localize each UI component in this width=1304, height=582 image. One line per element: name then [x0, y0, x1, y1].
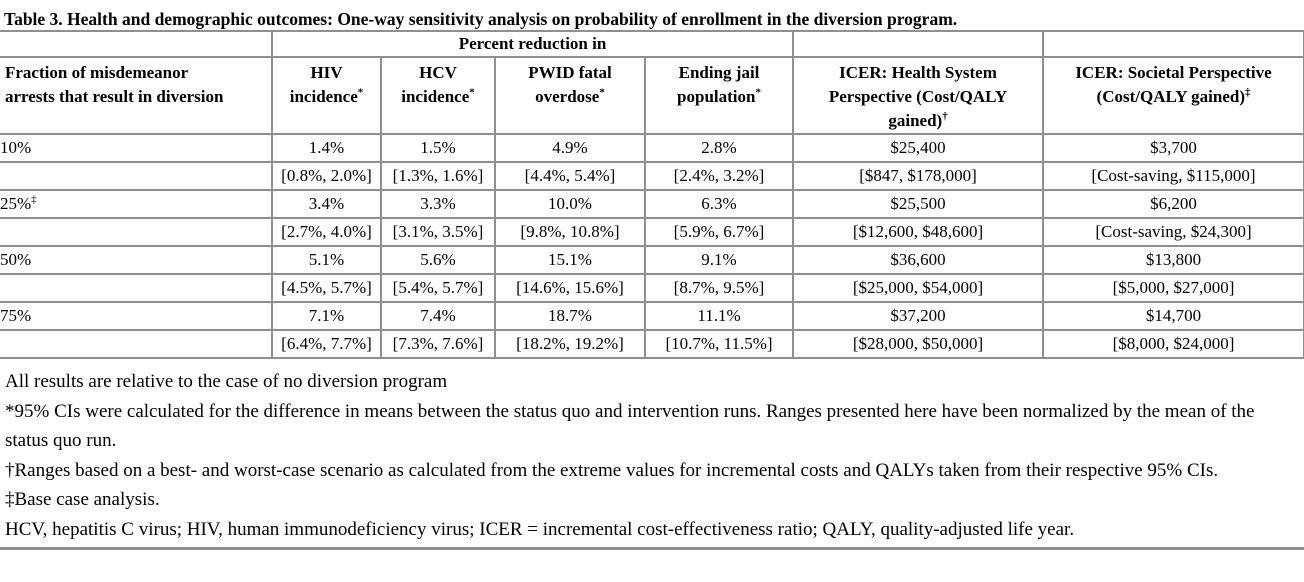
- ci-cell: [1.3%, 1.6%]: [381, 162, 495, 190]
- ci-cell: [$25,000, $54,000]: [793, 274, 1043, 302]
- empty-cell: [0, 31, 272, 57]
- footnote-dagger: †Ranges based on a best- and worst-case scenario as calculated from the extreme values for incremental costs and QALYs taken from their respective 95% CIs.: [5, 459, 1219, 481]
- column-header-pwid-fatal-overdose: PWID fatal overdose*: [495, 57, 645, 134]
- header-footnote-mark: ‡: [1244, 86, 1251, 99]
- ci-cell: [5.4%, 5.7%]: [381, 274, 495, 302]
- ci-cell: [18.2%, 19.2%]: [495, 330, 645, 358]
- footnote-asterisk: *95% CIs were calculated for the difference in means between the status quo and intervention runs. Ranges presented here have been normalized by the mean of the status quo run.: [5, 400, 1255, 451]
- empty-cell: [1043, 31, 1304, 57]
- value-cell: 6.3%: [645, 190, 793, 218]
- table-body: [0, 134, 1304, 358]
- column-header-hiv-incidence: HIV incidence*: [272, 57, 381, 134]
- group-header-row: [0, 31, 1304, 57]
- ci-cell: [2.7%, 4.0%]: [272, 218, 381, 246]
- ci-cell: [$847, $178,000]: [793, 162, 1043, 190]
- empty-cell: [0, 274, 272, 302]
- value-cell: $25,500: [793, 190, 1043, 218]
- value-cell: $14,700: [1043, 302, 1304, 330]
- value-cell: 11.1%: [645, 302, 793, 330]
- ci-cell: [4.5%, 5.7%]: [272, 274, 381, 302]
- table-caption: Table 3. Health and demographic outcomes: One-way sensitivity analysis on probability of enrollment in the diversion program.: [4, 9, 958, 29]
- footnote-general: All results are relative to the case of no diversion program: [5, 371, 448, 392]
- empty-cell: [793, 31, 1043, 57]
- header-footnote-mark: *: [469, 86, 475, 99]
- ci-cell: [0.8%, 2.0%]: [272, 162, 381, 190]
- value-cell: 10.0%: [495, 190, 645, 218]
- header-footnote-mark: *: [755, 86, 761, 99]
- table-row-values: [0, 190, 1304, 218]
- value-cell: $36,600: [793, 246, 1043, 274]
- header-footnote-mark: †: [942, 110, 948, 123]
- empty-cell: [0, 162, 272, 190]
- value-cell: 1.4%: [272, 134, 381, 162]
- ci-cell: [3.1%, 3.5%]: [381, 218, 495, 246]
- fraction-cell: 10%: [0, 134, 272, 162]
- base-case-mark: ‡: [31, 193, 37, 206]
- value-cell: 2.8%: [645, 134, 793, 162]
- value-cell: 5.1%: [272, 246, 381, 274]
- empty-cell: [0, 218, 272, 246]
- value-cell: $37,200: [793, 302, 1043, 330]
- ci-cell: [6.4%, 7.7%]: [272, 330, 381, 358]
- value-cell: 3.3%: [381, 190, 495, 218]
- table-header: [0, 31, 1304, 134]
- fraction-cell: 75%: [0, 302, 272, 330]
- ci-cell: [$28,000, $50,000]: [793, 330, 1043, 358]
- value-cell: $25,400: [793, 134, 1043, 162]
- ci-cell: [2.4%, 3.2%]: [645, 162, 793, 190]
- value-cell: $3,700: [1043, 134, 1304, 162]
- ci-cell: [5.9%, 6.7%]: [645, 218, 793, 246]
- footnote-double-dagger: ‡Base case analysis.: [5, 489, 160, 510]
- value-cell: 9.1%: [645, 246, 793, 274]
- empty-cell: [0, 330, 272, 358]
- column-header-hcv-incidence: HCV incidence*: [381, 57, 495, 134]
- ci-cell: [$8,000, $24,000]: [1043, 330, 1304, 358]
- ci-cell: [8.7%, 9.5%]: [645, 274, 793, 302]
- table-row-values: [0, 134, 1304, 162]
- ci-cell: [4.4%, 5.4%]: [495, 162, 645, 190]
- footnote-abbreviations: HCV, hepatitis C virus; HIV, human immunodeficiency virus; ICER = incremental cost-effectiveness ratio; QALY, quality-adjusted life year.: [5, 518, 1075, 540]
- value-cell: 4.9%: [495, 134, 645, 162]
- ci-cell: [$5,000, $27,000]: [1043, 274, 1304, 302]
- value-cell: 1.5%: [381, 134, 495, 162]
- value-cell: 5.6%: [381, 246, 495, 274]
- table-row-ci: [0, 330, 1304, 358]
- value-cell: 18.7%: [495, 302, 645, 330]
- footnotes: [0, 359, 1304, 544]
- fraction-cell: 50%: [0, 246, 272, 274]
- value-cell: $6,200: [1043, 190, 1304, 218]
- value-cell: 7.4%: [381, 302, 495, 330]
- ci-cell: [9.8%, 10.8%]: [495, 218, 645, 246]
- table-row-values: [0, 246, 1304, 274]
- ci-cell: [Cost-saving, $115,000]: [1043, 162, 1304, 190]
- fraction-cell: 25%‡: [0, 190, 272, 218]
- value-cell: $13,800: [1043, 246, 1304, 274]
- row-label-header: Fraction of misdemeanor arrests that result in diversion: [0, 57, 272, 134]
- ci-cell: [10.7%, 11.5%]: [645, 330, 793, 358]
- column-header-icer-health-system: ICER: Health System Perspective (Cost/QALY gained)†: [793, 57, 1043, 134]
- ci-cell: [7.3%, 7.6%]: [381, 330, 495, 358]
- bottom-rule: [0, 547, 1304, 550]
- table-row-ci: [0, 162, 1304, 190]
- ci-cell: [$12,600, $48,600]: [793, 218, 1043, 246]
- group-header-cell: Percent reduction in: [272, 31, 793, 57]
- value-cell: 7.1%: [272, 302, 381, 330]
- ci-cell: [Cost-saving, $24,300]: [1043, 218, 1304, 246]
- value-cell: 3.4%: [272, 190, 381, 218]
- table-row-values: [0, 302, 1304, 330]
- header-footnote-mark: *: [357, 86, 364, 99]
- ci-cell: [14.6%, 15.6%]: [495, 274, 645, 302]
- table-row-ci: [0, 218, 1304, 246]
- column-header-icer-societal: ICER: Societal Perspective (Cost/QALY gained)‡: [1043, 57, 1304, 134]
- column-header-row: [0, 57, 1304, 134]
- header-footnote-mark: *: [599, 86, 605, 99]
- column-header-ending-jail-population: Ending jail population*: [645, 57, 793, 134]
- value-cell: 15.1%: [495, 246, 645, 274]
- table-row-ci: [0, 274, 1304, 302]
- sensitivity-analysis-table: [0, 30, 1304, 359]
